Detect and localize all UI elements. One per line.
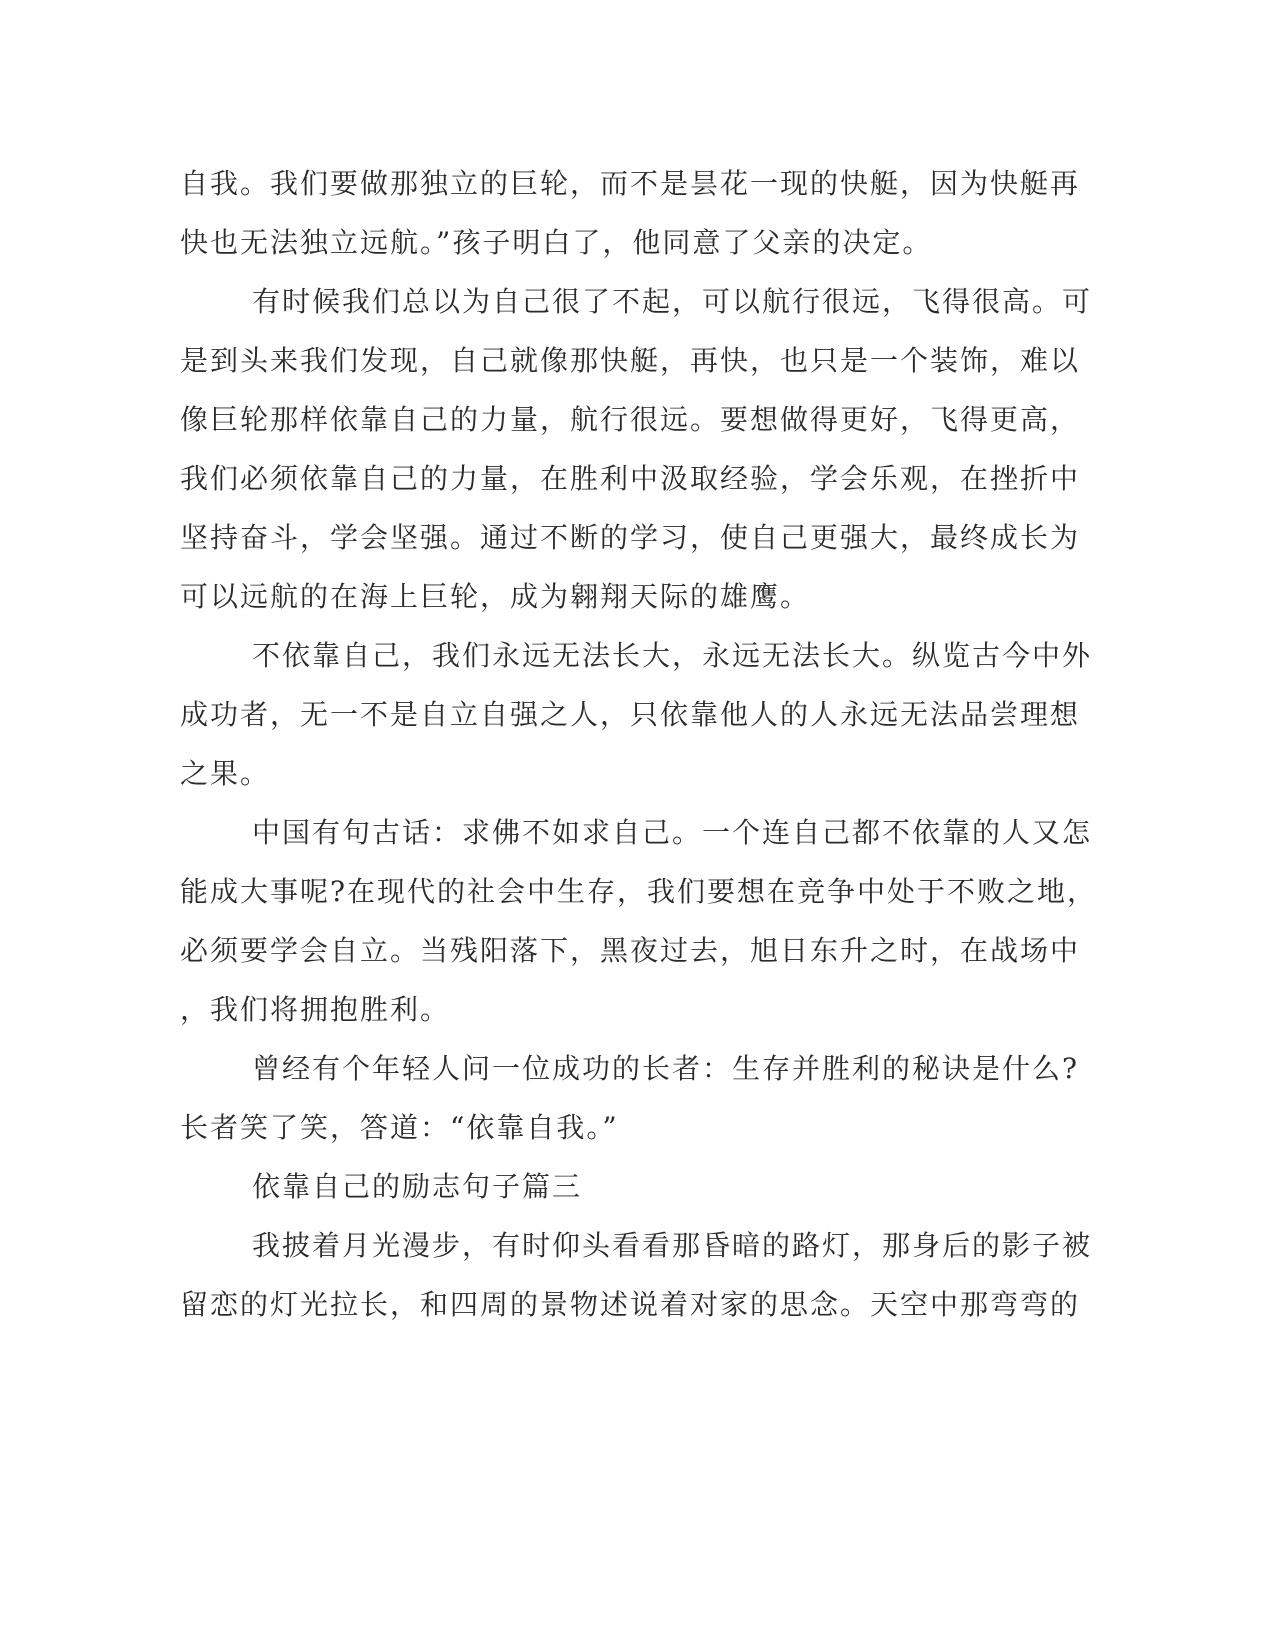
paragraph-start-line: 中国有句古话：求佛不如求自己。一个连自己都不依靠的人又怎 — [252, 816, 1093, 849]
text-line: 可以远航的在海上巨轮，成为翱翔天际的雄鹰。 — [180, 580, 811, 613]
text-line: 快也无法独立远航。”孩子明白了，他同意了父亲的决定。 — [180, 226, 933, 259]
text-line: 能成大事呢?在现代的社会中生存，我们要想在竞争中处于不败之地， — [180, 875, 1098, 908]
text-line: 必须要学会自立。当残阳落下，黑夜过去，旭日东升之时，在战场中 — [180, 934, 1081, 967]
text-line: 留恋的灯光拉长，和四周的景物述说着对家的思念。天空中那弯弯的 — [180, 1288, 1081, 1321]
paragraph-start-line: 我披着月光漫步，有时仰头看看那昏暗的路灯，那身后的影子被 — [252, 1229, 1093, 1262]
paragraph-start-line: 曾经有个年轻人问一位成功的长者：生存并胜利的秘诀是什么? — [252, 1052, 1080, 1085]
text-line: ，我们将拥抱胜利。 — [180, 993, 451, 1026]
text-line: 坚持奋斗，学会坚强。通过不断的学习，使自己更强大，最终成长为 — [180, 521, 1081, 554]
text-line: 像巨轮那样依靠自己的力量，航行很远。要想做得更好，飞得更高， — [180, 403, 1081, 436]
text-line: 之果。 — [180, 757, 271, 790]
text-line: 长者笑了笑，答道：“依靠自我。” — [180, 1111, 619, 1144]
text-line: 自我。我们要做那独立的巨轮，而不是昙花一现的快艇，因为快艇再 — [180, 167, 1081, 200]
body-text — [180, 154, 1098, 1334]
text-line: 我们必须依靠自己的力量，在胜利中汲取经验，学会乐观，在挫折中 — [180, 462, 1081, 495]
section-heading: 依靠自己的励志句子篇三 — [252, 1170, 583, 1203]
paragraph-start-line: 不依靠自己，我们永远无法长大，永远无法长大。纵览古今中外 — [252, 639, 1093, 672]
paragraph-start-line: 有时候我们总以为自己很了不起，可以航行很远，飞得很高。可 — [252, 285, 1093, 318]
text-line: 是到头来我们发现，自己就像那快艇，再快，也只是一个装饰，难以 — [180, 344, 1081, 377]
text-line: 成功者，无一不是自立自强之人，只依靠他人的人永远无法品尝理想 — [180, 698, 1081, 731]
